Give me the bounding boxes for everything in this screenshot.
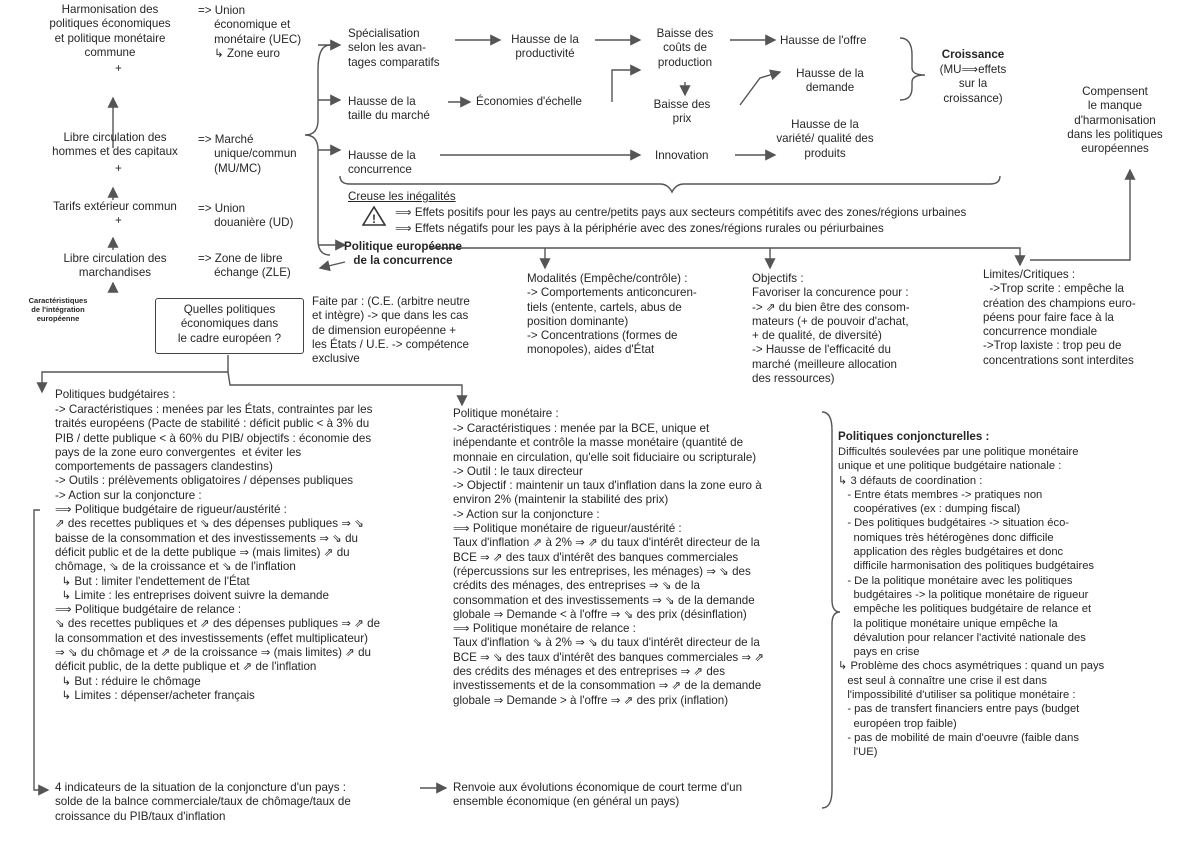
economies-echelle-node: Économies d'échelle — [476, 95, 582, 108]
stage-mu: => Marché unique/commun (MU/MC) — [198, 133, 297, 175]
croissance-title: Croissance — [941, 48, 1005, 61]
renvoie-note: Renvoie aux évolutions économique de court terme d'un ensemble économique (en général un pays) — [453, 781, 743, 809]
specialisation-node: Spécialisation selon les avan- tages comparatifs — [348, 27, 440, 69]
warning-glyph: ! — [372, 212, 376, 226]
plus-sign: + — [115, 214, 122, 227]
baisse-couts-node: Baisse des coûts de production — [656, 27, 714, 69]
hausse-variete-node: Hausse de la variété/ qualité des produits — [776, 118, 874, 160]
hausse-taille-node: Hausse de la taille du marché — [348, 95, 430, 123]
budgetaires-body: -> Caractéristiques : menées par les États, contraintes par les traités européens (Pacte de stabilité : déficit public < à 3% du PIB / dette publique < à 60% du PIB/ objectifs : économie des pays de la zone euro convergentes et éviter les comportements de passagers clandestins) -> Outils : prélèvements obligatoires / dépenses publiques -> Action sur la conjoncture : ⟹ Politique budgétaire de rigueur/austérité : ⇗ des recettes publiques et ⇘ des dépenses publiques ⇒ ⇘ baisse de la consommation et des investissements ⇒ ⇘ du déficit public et de la dette publique ⇒ (mais limites) ⇗ du chômage, ⇘ de la croissance et ⇘ de l'inflation ↳ But : limiter l'endettement de l'État ↳ Limite : les entreprises doivent suivre la demande ⟹ Politique budgétaire de relance : ⇘ des recettes publiques et ⇗ des dépenses publiques ⇒ ⇗ de la consommation et des investissements (effet multiplicateur) ⇒ ⇘ du chômage et ⇗ de la croissance ⇒ (mais limites) ⇗ du déficit public, de la dette publique et ⇗ de l'inflation ↳ But : réduire le chômage ↳ Limites : dépenser/acheter français — [55, 403, 381, 702]
croissance-subtitle: (MU⟹effets sur la croissance) — [939, 63, 1007, 105]
faite-par-note: Faite par : (C.E. (arbitre neutre et intègre) -> que dans les cas de dimension européenne + les États / U.E. -> compétence exclusive — [312, 295, 470, 366]
effets-positifs: ⟹ Effets positifs pour les pays au centre/petits pays aux secteurs compétitifs avec des zones/régions urbaines — [395, 206, 967, 219]
politique-concurrence-title: Politique européenne de la concurrence — [344, 240, 462, 268]
budgetaires-title: Politiques budgétaires : — [55, 388, 176, 401]
hausse-concurrence-node: Hausse de la concurrence — [348, 149, 416, 177]
modalites-note: Modalités (Empêche/contrôle) : -> Comportements anticoncuren- tiels (entente, cartels, abus de position dominante) -> Concentrations (formes de monopoles), aides d'État — [527, 272, 697, 357]
caracteristiques-label: Caractéristiques de l'intégration européenne — [28, 296, 88, 323]
question-text: Quelles politiques économiques dans le cadre européen ? — [177, 303, 282, 345]
baisse-prix-node: Baisse des prix — [653, 98, 711, 126]
libre-circulation-marchandises-label: Libre circulation des marchandises — [63, 252, 167, 280]
effets-negatifs: ⟹ Effets négatifs pour les pays à la périphérie avec des zones/régions rurales ou périurbaines — [395, 222, 884, 235]
productivite-node: Hausse de la productivité — [511, 33, 579, 61]
innovation-node: Innovation — [655, 149, 709, 162]
limites-critiques-note: Limites/Critiques : ->Trop scrite : empêche la création des champions euro- péens pour faire face à la concurrence mondiale ->Trop laxiste : trop peu de concentrations sont interdites — [983, 268, 1136, 367]
warning-icon — [362, 206, 386, 226]
compensent-note: Compensent le manque d'harmonisation dans les politiques européennes — [1067, 85, 1163, 156]
hausse-demande-node: Hausse de la demande — [796, 67, 864, 95]
conjoncturelles-title: Politiques conjoncturelles : — [838, 430, 990, 443]
libre-circulation-hommes-label: Libre circulation des hommes et des capitaux — [52, 131, 178, 159]
monetaire-title: Politique monétaire : — [453, 407, 559, 420]
tarifs-exterieur-label: Tarifs extérieur commun — [53, 200, 177, 213]
inegalites-title: Creuse les inégalités — [348, 190, 456, 203]
indicateurs-note: 4 indicateurs de la situation de la conjoncture d'un pays : solde de la balnce commerciale/taux de chômage/taux de croissance du PIB/taux d'inflation — [55, 781, 351, 823]
harmonisation-label: Harmonisation des politiques économiques et politique monétaire commune — [49, 3, 171, 59]
monetaire-body: -> Caractéristiques : menée par la BCE, unique et inépendante et contrôle la masse monétaire (quantité de monnaie en circulation, qu'elle soit fiduciaire ou scripturale) -> Outil : le taux directeur -> Objectif : maintenir un taux d'inflation dans la zone euro à environ 2% (maintenir la stabilité des prix) -> Action sur la conjoncture : ⟹ Politique monétaire de rigueur/austérité : Taux d'inflation ⇗ à 2% ⇒ ⇗ du taux d'intérêt directeur de la BCE ⇒ ⇗ des taux d'intérêt des banques commerciales (répercussions sur les entreprises, les ménages) ⇒ ⇘ des crédits des ménages, des entreprises ⇒ ⇘ de la consommation et des investissements ⇒ ⇘ de la demande globale ⇒ Demande < à l'offre ⇒ ⇘ des prix (désinflation) ⟹ Politique monétaire de relance : Taux d'inflation ⇘ à 2% ⇒ ⇘ du taux d'intérêt directeur de la BCE ⇒ ⇘ des taux d'intérêt des banques commerciales ⇒ ⇗ des crédits des ménages et des entreprises ⇒ ⇗ des investissements et de la consommation ⇒ ⇗ de la demande globale ⇒ Demande > à l'offre ⇒ ⇗ des prix (inflation) — [453, 422, 765, 707]
plus-sign: + — [115, 62, 122, 75]
stage-ud: => Union douanière (UD) — [198, 202, 294, 230]
stage-zle: => Zone de libre échange (ZLE) — [198, 252, 291, 280]
objectifs-note: Objectifs : Favoriser la concurence pour : -> ⇗ du bien être des consom- mateurs (+ de pouvoir d'achat, + de qualité, de diversité) -> Hausse de l'efficacité du marché (meilleure allocation des ressources) — [752, 272, 910, 386]
hausse-offre-node: Hausse de l'offre — [780, 34, 867, 47]
plus-sign: + — [115, 162, 122, 175]
question-box — [155, 298, 304, 354]
stage-uec: => Union économique et monétaire (UEC) ↳ Zone euro — [198, 4, 302, 60]
conjoncturelles-body: Difficultés soulevées par une politique monétaire unique et une politique budgétaire nationale : ↳ 3 défauts de coordination : - Entre états membres -> pratiques non coopératives (ex : dumping fiscal) - Des politiques budgétaires -> situation éco- nomiques très hétérogènes donc difficile application des règles budgétaires et donc difficile harmonisation des politiques budgétaires - De la politique monétaire avec les politiques budgétaires -> la politique monétaire de rigueur empêche les politiques budgétaire de relance et la politique monétaire unique empêche la dévalution pour relancer l'activité nationale des pays en crise ↳ Problème des chocs asymétriques : quand un pays est seul à connaître une crise il est dans l'impossibilité d'utiliser sa politique monétaire : - pas de transfert financiers entre pays (budget européen trop faible) - pas de mobilité de main d'oeuvre (faible dans l'UE) — [838, 446, 1105, 759]
